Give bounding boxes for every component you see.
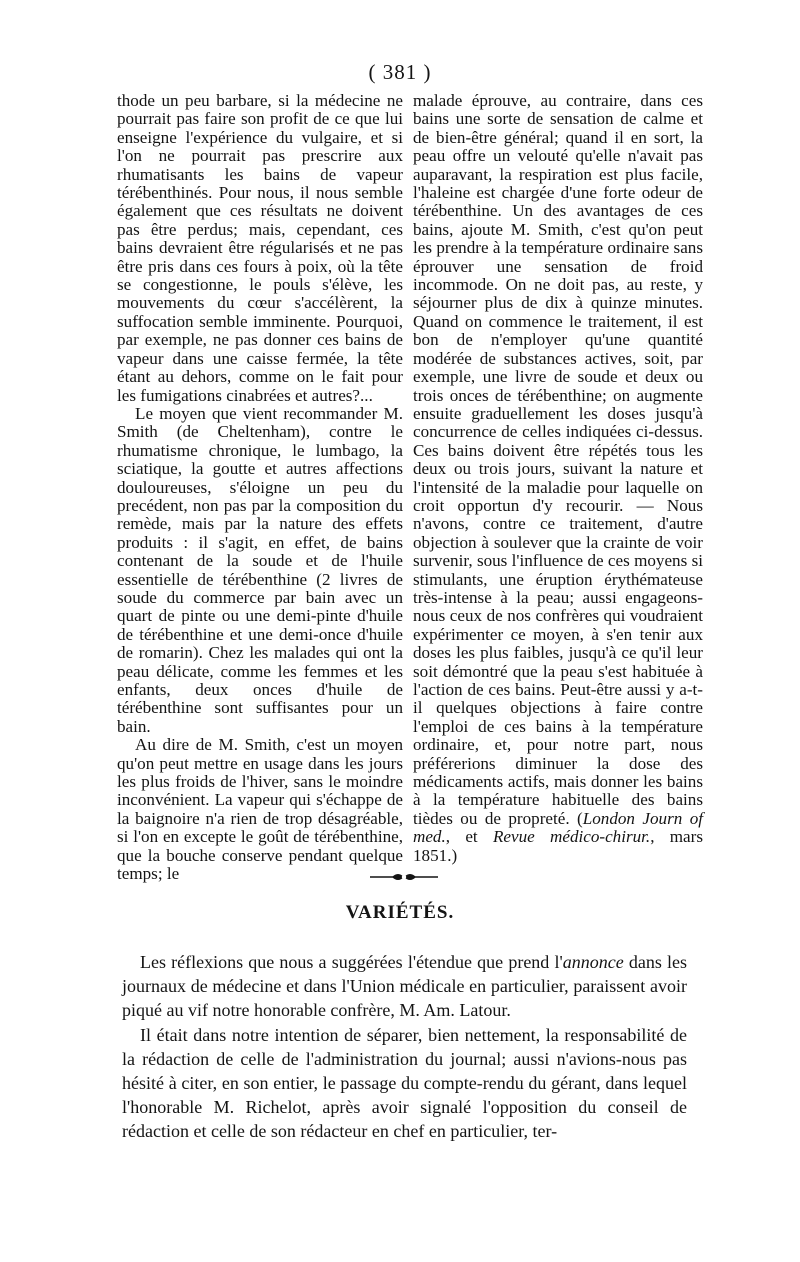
left-paragraph-1: thode un peu barbare, si la médecine ne pourrait pas faire son profit de ce que lui enseigne l'expérience du vulgaire, et si l'on ne pourrait pas prescrire aux rhumatisants les bains de vapeur térébenthinés. Pour nous, il nous semble également que ces résultats ne doivent pas être perdus; mais, cependant, ces bains devraient être régularisés et ne pas être pris dans ces fours à poix, où la tête se congestionne, le pouls s'élève, les mouvements du cœur s'accélèrent, la suffocation semble imminente. Pourquoi, par exemple, ne pas donner ces bains de vapeur dans une caisse fermée, la tête étant au dehors, comme on le fait pour les fumigations cinabrées et autres?... — [117, 91, 403, 405]
citation-date: , mars 1851.) — [413, 827, 703, 865]
left-paragraph-2: Le moyen que vient recommander M. Smith (de Cheltenham), contre le rhumatisme chronique, le lumbago, la sciatique, la goutte et autres affections douloureuses, s'éloigne un peu du precédent, non pas par la composition du remède, mais par la nature des effets produits : il s'agit, en effet, de bains contenant de la soude et de l'huile essentielle de térébenthine (2 livres de soude du commerce par bain avec un quart de pinte ou une demi-pinte d'huile de térébenthine et une demi-once d'huile de romarin). Chez les malades qui ont la peau délicate, comme les femmes et les enfants, deux onces d'huile de térébenthine sont suffisantes pour un bain. — [117, 403, 403, 736]
ornamental-rule-icon — [368, 870, 440, 884]
right-column — [413, 92, 703, 865]
right-paragraph-text: malade éprouve, au contraire, dans ces bains une sorte de sensation de calme et de bien-être général; quand il en sort, la peau offre un velouté qu'elle n'avait pas auparavant, la respiration est plus facile, l'haleine est chargée d'une forte odeur de térébenthine. Un des avantages de ces bains, ajoute M. Smith, c'est qu'on peut les prendre à la température ordinaire sans éprouver une sensation de froid incommode. On ne doit pas, au reste, y séjourner plus de dix à quinze minutes. Quand on commence le traitement, il est bon de n'employer qu'une quantité modérée de substances actives, soit, par exemple, une livre de soude et deux ou trois onces de térébenthine; on augmente ensuite graduellement les doses jusqu'à concurrence de celles indiquées ci-dessus. Ces bains doivent être répétés tous les deux ou trois jours, suivant la nature et l'intensité de la maladie pour laquelle on croit opportun d'y recourir. — Nous n'avons, contre ce traitement, d'autre objection à soulever que la crainte de voir survenir, sous l'influence de ces moyens si stimulants, une éruption érythémateuse très-intense à la peau; aussi engageons-nous ceux de nos confrères qui voudraient expérimenter ce moyen, à s'en tenir aux doses les plus faibles, jusqu'à ce qu'il leur soit démontré que la peau s'est habituée à l'action de ces bains. Peut-être aussi y a-t-il quelques objections à faire contre l'emploi de ces bains à la température ordinaire, et, pour notre part, nous préférerions diminuer la dose des médicaments actifs, mais donner les bains à la température habituelle des bains tièdes ou de propreté. — [413, 91, 703, 828]
citation-open: ( — [569, 808, 583, 828]
right-paragraph-1 — [413, 92, 703, 865]
section-title: VARIÉTÉS. — [345, 902, 455, 923]
varietes-p1-after: dans les journaux de médecine et dans l'Union médicale en particulier, paraissent avoir piqué au vif notre honorable confrère, M. Am. Latour. — [122, 952, 687, 1021]
varietes-p1-before: Les réflexions que nous a suggérées l'étendue que prend l' — [140, 952, 563, 972]
citation-journal-1: London Journ of med. — [413, 808, 704, 847]
citation-journal-2: Revue médico-chirur. — [492, 827, 651, 847]
varietes-paragraph-2: Il était dans notre intention de séparer, bien nettement, la responsabilité de la rédaction de celle de l'administration du journal; aussi n'avions-nous pas hésité à citer, en son entier, le passage du compte-rendu du gérant, dans lequel l'honorable M. Richelot, après avoir signalé l'opposition du conseil de rédaction et celle de son rédacteur en chef en particulier, ter- — [122, 1024, 687, 1142]
left-paragraph-3: Au dire de M. Smith, c'est un moyen qu'on peut mettre en usage dans les jours les plus froids de l'hiver, sans le moindre inconvénient. La vapeur qui s'échappe de la baignoire n'a rien de trop désagréable, si l'on en excepte le goût de térébenthine, que la bouche conserve pendant quelque temps; le — [117, 735, 403, 884]
left-column — [117, 92, 403, 883]
page-number: ( 381 ) — [368, 60, 432, 84]
varietes-p1-italic: annonce — [562, 952, 624, 972]
varietes-body — [122, 950, 687, 1144]
varietes-paragraph-1 — [122, 950, 687, 1023]
citation-and: , et — [445, 827, 493, 847]
